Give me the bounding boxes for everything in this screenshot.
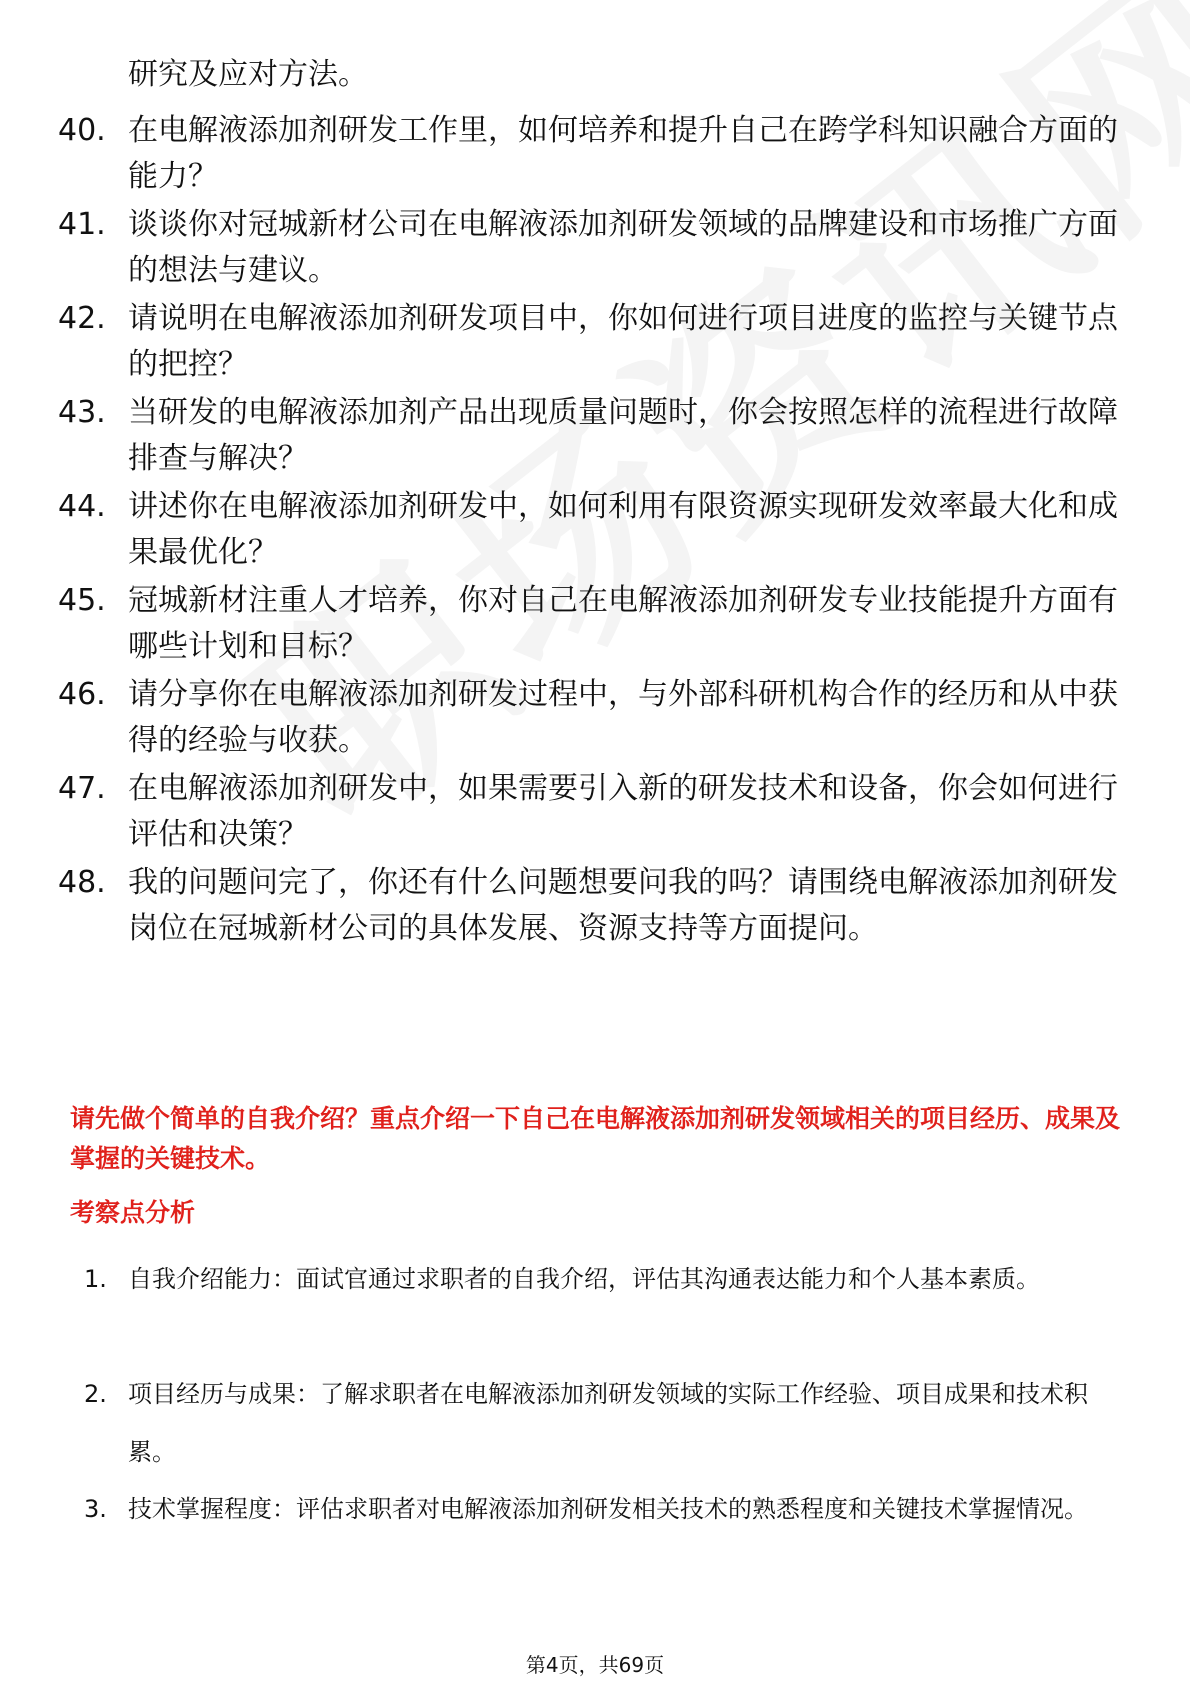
analysis-point xyxy=(84,1480,1124,1538)
analysis-point-text: 自我介绍能力：面试官通过求职者的自我介绍，评估其沟通表达能力和个人基本素质。 xyxy=(128,1265,1040,1293)
question-text: 冠城新材注重人才培养，你对自己在电解液添加剂研发专业技能提升方面有哪些计划和目标？ xyxy=(128,583,1118,664)
analysis-point-text: 项目经历与成果：了解求职者在电解液添加剂研发领域的实际工作经验、项目成果和技术积累。 xyxy=(128,1380,1088,1466)
question-number: 45. xyxy=(58,583,106,618)
question-text: 在电解液添加剂研发工作里，如何培养和提升自己在跨学科知识融合方面的能力？ xyxy=(128,113,1118,194)
page-footer: 第4页，共69页 xyxy=(525,1653,665,1677)
question-text: 讲述你在电解液添加剂研发中，如何利用有限资源实现研发效率最大化和成果最优化？ xyxy=(128,489,1118,570)
question-number: 42. xyxy=(58,301,106,336)
question-item xyxy=(58,202,1118,294)
question-item xyxy=(58,578,1118,670)
question-number: 41. xyxy=(58,207,106,242)
analysis-point-number: 1. xyxy=(84,1265,107,1293)
question-number: 48. xyxy=(58,865,106,900)
analysis-point-number: 2. xyxy=(84,1380,107,1408)
question-item xyxy=(58,860,1118,952)
analysis-point-number: 3. xyxy=(84,1495,107,1523)
question-text: 谈谈你对冠城新材公司在电解液添加剂研发领域的品牌建设和市场推广方面的想法与建议。 xyxy=(128,207,1118,288)
question-number: 40. xyxy=(58,113,106,148)
question-text: 请分享你在电解液添加剂研发过程中，与外部科研机构合作的经历和从中获得的经验与收获。 xyxy=(128,677,1118,758)
question-item xyxy=(58,108,1118,200)
question-item xyxy=(58,766,1118,858)
question-text: 请说明在电解液添加剂研发项目中，你如何进行项目进度的监控与关键节点的把控？ xyxy=(128,301,1118,382)
question-text: 在电解液添加剂研发中，如果需要引入新的研发技术和设备，你会如何进行评估和决策？ xyxy=(128,771,1118,852)
question-number: 44. xyxy=(58,489,106,524)
question-number: 43. xyxy=(58,395,106,430)
question-number: 47. xyxy=(58,771,106,806)
analysis-point xyxy=(84,1365,1124,1481)
analysis-point xyxy=(84,1250,1124,1308)
question-item xyxy=(58,672,1118,764)
question-item xyxy=(58,484,1118,576)
highlight-question: 请先做个简单的自我介绍？重点介绍一下自己在电解液添加剂研发领域相关的项目经历、成果及掌握的关键技术。 xyxy=(70,1104,1121,1173)
question-item xyxy=(58,390,1118,482)
question-text: 我的问题问完了，你还有什么问题想要问我的吗？请围绕电解液添加剂研发岗位在冠城新材公司的具体发展、资源支持等方面提问。 xyxy=(128,865,1118,946)
question-text: 当研发的电解液添加剂产品出现质量问题时，你会按照怎样的流程进行故障排查与解决？ xyxy=(128,395,1118,476)
continuation-text: 研究及应对方法。 xyxy=(128,57,368,92)
analysis-heading: 考察点分析 xyxy=(70,1198,196,1227)
analysis-point-text: 技术掌握程度：评估求职者对电解液添加剂研发相关技术的熟悉程度和关键技术掌握情况。 xyxy=(128,1495,1088,1523)
question-item xyxy=(58,296,1118,388)
question-number: 46. xyxy=(58,677,106,712)
